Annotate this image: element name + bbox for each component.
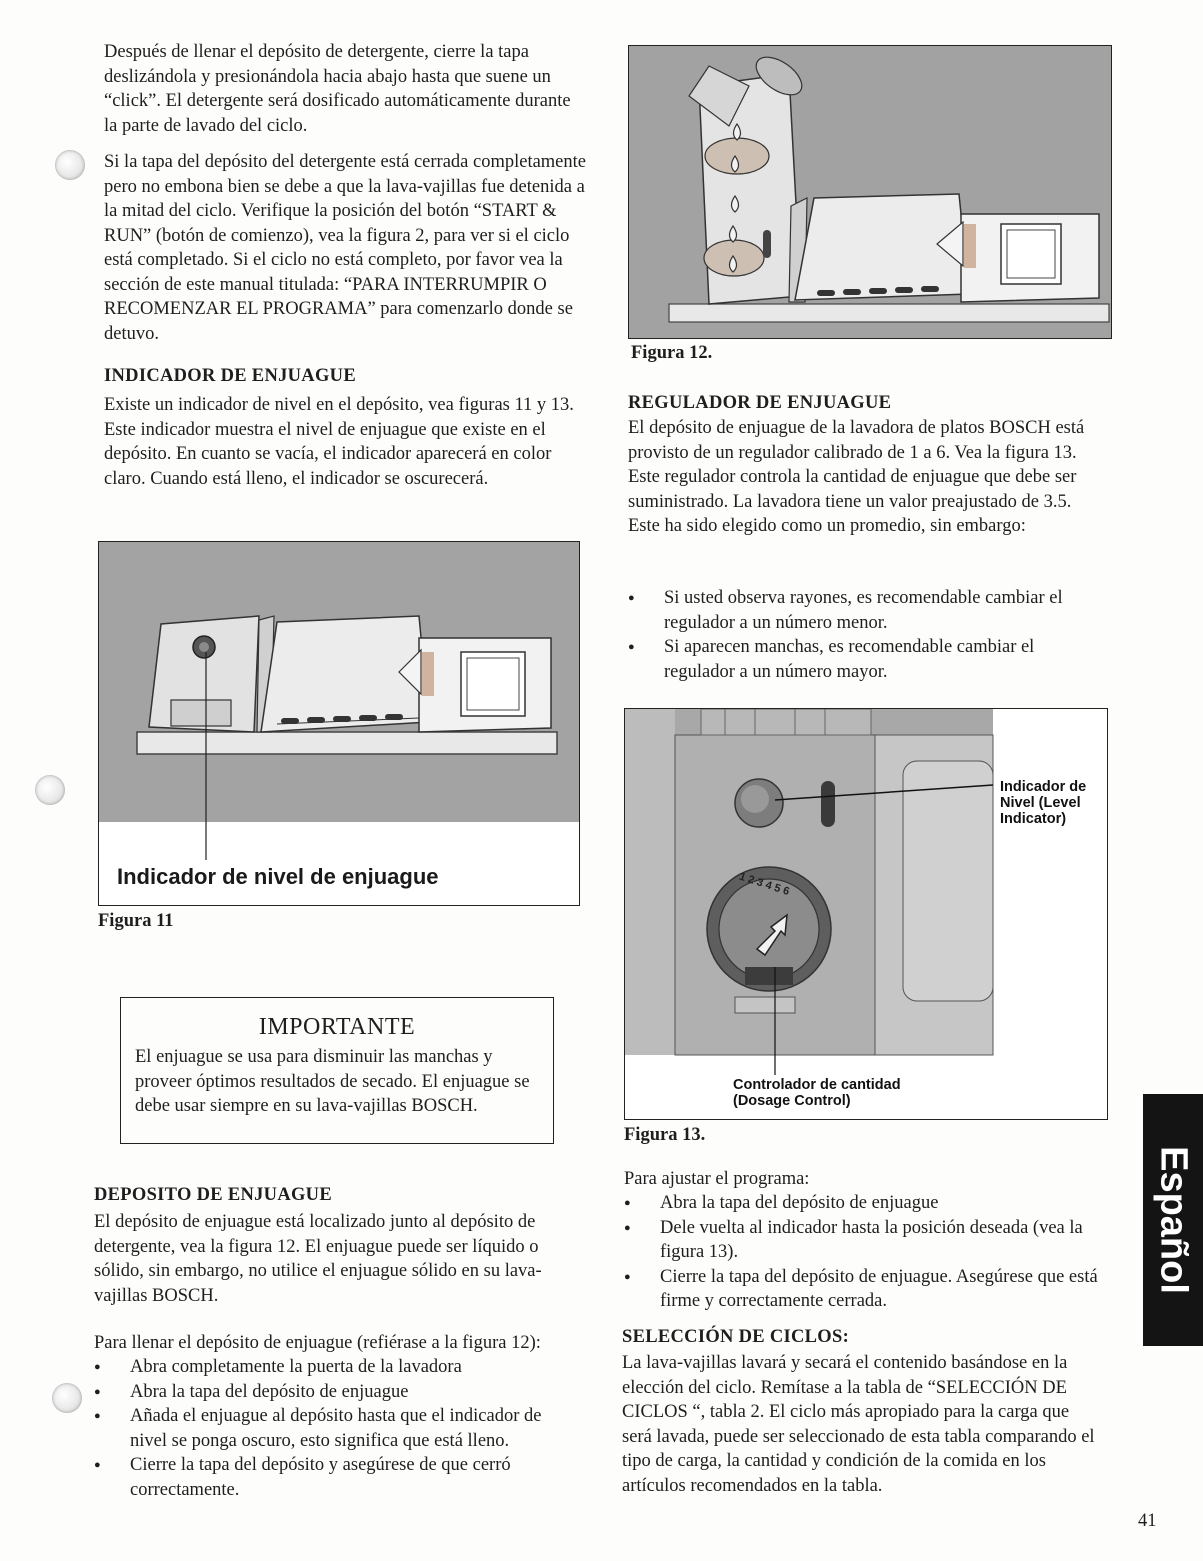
figure-12	[628, 45, 1112, 339]
rinse-dispenser-illustration	[99, 542, 579, 905]
list-item: ● Añada el enjuague al depósito hasta que el indicador de nivel se ponga oscuro, esto significa que está lleno.	[94, 1404, 574, 1453]
dial-numbers: 1 2 3 4 5 6	[737, 870, 791, 899]
figure-12-caption: Figura 12.	[631, 343, 713, 363]
page-number: 41	[1138, 1511, 1157, 1531]
importante-text: El enjuague se usa para disminuir las manchas y proveer óptimos resultados de secado. El enjuague se debe usar siempre en su lava-vajillas BOSCH.	[135, 1047, 530, 1116]
list-item: ● Abra la tapa del depósito de enjuague	[624, 1191, 1102, 1216]
list-item: ● Si usted observa rayones, es recomendable cambiar el regulador a un número menor.	[628, 586, 1106, 635]
level-indicator-label: Indicador de Nivel (Level Indicator)	[1000, 779, 1087, 827]
indicador-paragraph: Existe un indicador de nivel en el depósito, vea figuras 11 y 13. Este indicador muestra el nivel de enjuague que existe en el depósito. En cuanto se vacía, el indicador aparecerá en color claro. Cuando está lleno, el indicador se oscurecerá.	[104, 395, 574, 489]
list-item: ● Abra completamente la puerta de la lavadora	[94, 1355, 574, 1380]
seleccion-paragraph: La lava-vajillas lavará y secará el contenido basándose en la elección del ciclo. Remítase a la tabla de “SELECCIÓN DE CICLOS “, tabla 2. El ciclo más apropiado para la carga que será lavada, puede ser seleccionado de esta tabla comparando el tipo de carga, la cantidad y condición de la comida en los artículos recomendados en la tabla.	[622, 1353, 1095, 1496]
binder-hole-bottom	[52, 1383, 82, 1413]
llenar-steps-list	[94, 1355, 574, 1502]
dosage-control-illustration	[625, 709, 1107, 1119]
regulador-paragraph: El depósito de enjuague de la lavadora de platos BOSCH está provisto de un regulador calibrado de 1 a 6. Vea la figura 13. Este regulador controla la cantidad de enjuague que debe ser suministrado. La lavadora tiene un valor preajustado de 3.5. Este ha sido elegido como un promedio, sin embargo:	[628, 418, 1085, 536]
seleccion-heading: SELECCIÓN DE CICLOS:	[622, 1327, 850, 1347]
filling-rinse-illustration	[629, 46, 1111, 338]
deposito-paragraph: El depósito de enjuague está localizado junto al depósito de detergente, vea la figura 12. El enjuague puede ser líquido o sólido, sin embargo, no utilice el enjuague sólido en su lava-vajillas BOSCH.	[94, 1212, 542, 1306]
figure-13	[624, 708, 1108, 1120]
figure-11	[98, 541, 580, 906]
list-item: ● Si aparecen manchas, es recomendable cambiar el regulador a un número mayor.	[628, 635, 1106, 684]
importante-box	[120, 997, 554, 1144]
list-item: ● Abra la tapa del depósito de enjuague	[94, 1380, 574, 1405]
figure-11-caption: Figura 11	[98, 911, 174, 931]
list-item: ● Cierre la tapa del depósito de enjuague. Asegúrese que está firme y correctamente cerrada.	[624, 1265, 1102, 1314]
figure-11-label: Indicador de nivel de enjuague	[117, 864, 439, 889]
ajustar-intro: Para ajustar el programa:	[624, 1169, 810, 1189]
llenar-intro: Para llenar el depósito de enjuague (refiérase a la figura 12):	[94, 1333, 541, 1353]
binder-hole-middle	[35, 775, 65, 805]
dosage-control-label-line-2: (Dosage Control)	[733, 1093, 851, 1109]
binder-hole-top	[55, 150, 85, 180]
language-tab	[1143, 1094, 1203, 1346]
list-item: ● Cierre la tapa del depósito y asegúrese de que cerró correctamente.	[94, 1453, 574, 1502]
regulador-heading: REGULADOR DE ENJUAGUE	[628, 393, 892, 413]
dosage-control-label	[733, 1077, 901, 1109]
indicador-heading: INDICADOR DE ENJUAGUE	[104, 366, 356, 386]
language-tab-label: Español	[1152, 1146, 1195, 1294]
intro-paragraph: Después de llenar el depósito de detergente, cierre la tapa deslizándola y presionándola hacia abajo hasta que suene un “click”. El detergente será dosificado automáticamente durante la parte de lavado del ciclo.	[104, 42, 571, 136]
tapa-paragraph: Si la tapa del depósito del detergente está cerrada completamente pero no embona bien se debe a que la lava-vajillas fue detenida a la mitad del ciclo. Verifique la posición del botón “START & RUN” (botón de comienzo), vea la figura 2, para ver si el ciclo está completado. Si el ciclo no está completo, por favor vea la sección de este manual titulada: “PARA INTERRUMPIR O RECOMENZAR EL PROGRAMA” para comenzarlo donde se detuvo.	[104, 152, 586, 344]
deposito-heading: DEPOSITO DE ENJUAGUE	[94, 1185, 332, 1205]
figure-13-caption: Figura 13.	[624, 1125, 706, 1145]
regulador-bullets	[628, 586, 1106, 684]
ajustar-steps-list	[624, 1191, 1102, 1314]
importante-title: IMPORTANTE	[258, 1014, 416, 1040]
list-item: ● Dele vuelta al indicador hasta la posición deseada (vea la figura 13).	[624, 1216, 1102, 1265]
dosage-control-label-line-1: Controlador de cantidad	[733, 1077, 901, 1093]
